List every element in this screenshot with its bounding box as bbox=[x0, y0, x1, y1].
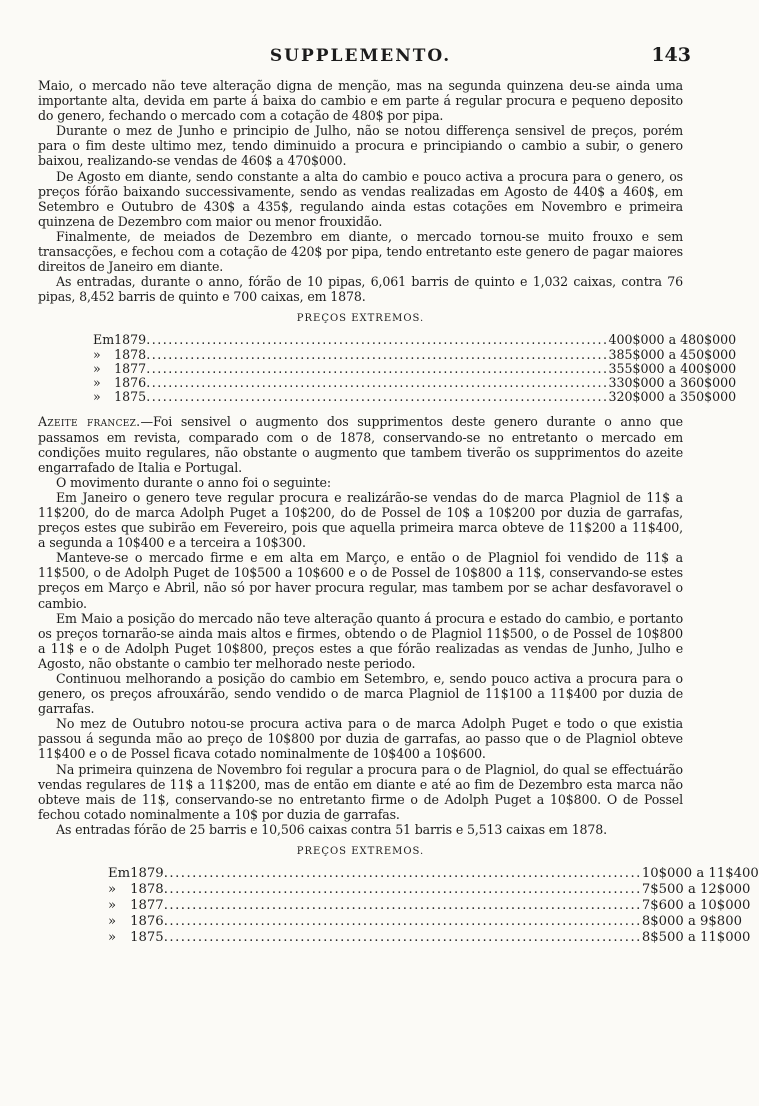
row-range: 355$000 a 400$000 bbox=[608, 360, 737, 376]
row-label: » bbox=[93, 375, 101, 391]
paragraph-text: —Foi sensivel o augmento dos supprimentos deste genero durante o anno que passamos em revista, comparado com o de 1878, conservando-se no entretanto o mercado em condições muito regulares, não obstante o augmento que tambem tiverão os supprimentos do azeite engarrafado de Italia e Portugal. bbox=[38, 414, 683, 475]
paragraph: As entradas, durante o anno, fórão de 10 pipas, 6,061 barris de quinto e 1,032 caixas, contra 76 pipas, 8,452 barris de quinto e 700 caixas, em 1878. bbox=[38, 274, 683, 305]
leader-dots: .................................................................................... bbox=[163, 898, 642, 914]
paragraph: As entradas fórão de 25 barris e 10,506 caixas contra 51 barris e 5,513 caixas em 1878. bbox=[56, 821, 608, 837]
leader-dots: .................................................................................... bbox=[146, 360, 609, 376]
row-label: Em bbox=[93, 332, 115, 348]
row-year: 1878 bbox=[130, 882, 164, 898]
row-range: 385$000 a 450$000 bbox=[608, 346, 737, 362]
paragraph: De Agosto em diante, sendo constante a alta do cambio e pouco activa a procura para o genero, os preços fórão baixando successivamente, sendo as vendas realizadas em Agosto de 440$ a 460$, em Setembro e Outubro de 430$ a 435$, regulando ainda estas cotações em Novembro e primeira quinzena de Dezembro com maior ou menor frouxidão. bbox=[38, 168, 683, 229]
row-range: 10$000 a 11$400 bbox=[641, 866, 759, 882]
row-range: 320$000 a 350$000 bbox=[608, 389, 737, 405]
paragraph: Durante o mez de Junho e principio de Julho, não se notou differença sensivel de preços, porém para o fim deste ultimo mez, tendo diminuido a procura e principiando o cambio a subir, o genero baixou, realizando-se vendas de 460$ a 470$000. bbox=[38, 123, 683, 169]
row-range: 8$000 a 9$800 bbox=[641, 914, 742, 930]
paragraph: O movimento durante o anno foi o seguinte: bbox=[56, 474, 331, 490]
page-number: 143 bbox=[651, 44, 691, 66]
page-title: SUPPLEMENTO. bbox=[269, 46, 452, 66]
leader-dots: .................................................................................... bbox=[146, 346, 609, 362]
table-row bbox=[93, 362, 736, 376]
row-year: 1875 bbox=[114, 389, 147, 405]
table-row bbox=[108, 898, 759, 914]
leader-dots: .................................................................................... bbox=[163, 866, 642, 882]
row-year: 1879 bbox=[114, 332, 147, 348]
prices-heading: PREÇOS EXTREMOS. bbox=[296, 846, 425, 858]
table-row bbox=[108, 914, 759, 930]
row-range: 7$600 a 10$000 bbox=[641, 898, 751, 914]
row-range: 8$500 a 11$000 bbox=[641, 930, 751, 946]
row-year: 1876 bbox=[114, 375, 147, 391]
row-label: » bbox=[108, 930, 117, 946]
row-label: » bbox=[108, 882, 117, 898]
table-row bbox=[93, 348, 736, 362]
row-label: » bbox=[108, 914, 117, 930]
paragraph: Em Janeiro o genero teve regular procura e realizárão-se vendas do de marca Plagniol de 11$ a 11$200, do de marca Adolph Puget a 10$200, do de Possel de 10$ a 10$200 por duzia de garrafas, preços estes que subirão em Fevereiro, pois que aquella primeira marca obteve de 11$200 a 11$400, a segunda a 10$400 e a terceira a 10$300. bbox=[38, 489, 683, 551]
row-label: » bbox=[93, 389, 101, 405]
table-row bbox=[108, 866, 759, 882]
row-label: » bbox=[108, 898, 117, 914]
paragraph: Em Maio a posição do mercado não teve alteração quanto á procura e estado do cambio, e portanto os preços tornarão-se ainda mais altos e firmes, obtendo o de Plagniol 11$500, o de Possel de 10$800 a 11$ e o de Adolph Puget 10$800, preços estes a que fórão realizadas as vendas de Junho, Julho e Agosto, não obstante o cambio ter melhorado neste periodo. bbox=[38, 610, 683, 671]
row-year: 1875 bbox=[130, 930, 164, 946]
row-range: 400$000 a 480$000 bbox=[608, 332, 737, 348]
leader-dots: .................................................................................... bbox=[163, 914, 642, 930]
paragraph bbox=[38, 414, 683, 474]
row-label: » bbox=[93, 360, 101, 376]
leader-dots: .................................................................................... bbox=[163, 930, 642, 946]
paragraph: Finalmente, de meiados de Dezembro em diante, o mercado tornou-se muito frouxo e sem transacções, e fechou com a cotação de 420$ por pipa, tendo entretanto este genero de pagar maiores direitos de Janeiro em diante. bbox=[38, 228, 683, 275]
row-label: Em bbox=[108, 866, 131, 882]
leader-dots: .................................................................................... bbox=[146, 332, 609, 348]
row-range: 7$500 a 12$000 bbox=[641, 882, 751, 898]
table-row bbox=[93, 376, 736, 390]
row-label: » bbox=[93, 346, 101, 362]
document-page bbox=[38, 44, 759, 946]
leader-dots: .................................................................................... bbox=[163, 882, 642, 898]
row-year: 1877 bbox=[114, 360, 147, 376]
row-year: 1878 bbox=[114, 346, 147, 362]
table-row bbox=[93, 333, 736, 347]
paragraph: Na primeira quinzena de Novembro foi regular a procura para o de Plagniol, do qual se effectuárão vendas regulares de 11$ a 11$200, mas de então em diante e até ao fim de Dezembro esta marca não obteve mais de 11$, conservando-se no entretanto firme o de Adolph Puget a 10$800. O de Possel fechou cotado nominalmente a 10$ por duzia de garrafas. bbox=[38, 761, 683, 822]
price-table bbox=[108, 866, 759, 946]
paragraph: Manteve-se o mercado firme e em alta em Março, e então o de Plagniol foi vendido de 11$ a 11$500, o de Adolph Puget de 10$500 a 10$600 e o de Possel de 10$800 a 11$, conservando-se estes preços em Março e Abril, não só por haver procura regular, mas tambem por se achar desfavoravel o cambio. bbox=[38, 550, 683, 611]
leader-dots: .................................................................................... bbox=[146, 389, 609, 405]
section-lead: Azeite francez. bbox=[38, 414, 141, 430]
page-header bbox=[38, 44, 691, 78]
leader-dots: .................................................................................... bbox=[146, 375, 609, 391]
price-table bbox=[93, 333, 736, 404]
row-year: 1876 bbox=[130, 914, 164, 930]
table-row bbox=[108, 930, 759, 946]
paragraph: No mez de Outubro notou-se procura activa para o de marca Adolph Puget e todo o que existia passou á segunda mão ao preço de 10$800 por duzia de garrafas, ao passo que o de Plagniol obteve 11$400 e o de Possel ficava cotado nominalmente de 10$400 a 10$600. bbox=[38, 716, 683, 762]
row-year: 1877 bbox=[130, 898, 164, 914]
table-row bbox=[93, 390, 736, 404]
paragraph: Continuou melhorando a posição do cambio em Setembro, e, sendo pouco activa a procura para o genero, os preços afrouxárão, sendo vendido o de marca Plagniol de 11$100 a 11$400 por duzia de garrafas. bbox=[38, 671, 683, 717]
paragraph: Maio, o mercado não teve alteração digna de menção, mas na segunda quinzena deu-se ainda uma importante alta, devida em parte á baixa do cambio e em parte á regular procura e pequeno deposito do genero, fechando o mercado com a cotação de 480$ por pipa. bbox=[38, 78, 683, 124]
prices-heading: PREÇOS EXTREMOS. bbox=[296, 313, 425, 325]
row-range: 330$000 a 360$000 bbox=[608, 375, 737, 391]
row-year: 1879 bbox=[130, 866, 164, 882]
table-row bbox=[108, 882, 759, 898]
